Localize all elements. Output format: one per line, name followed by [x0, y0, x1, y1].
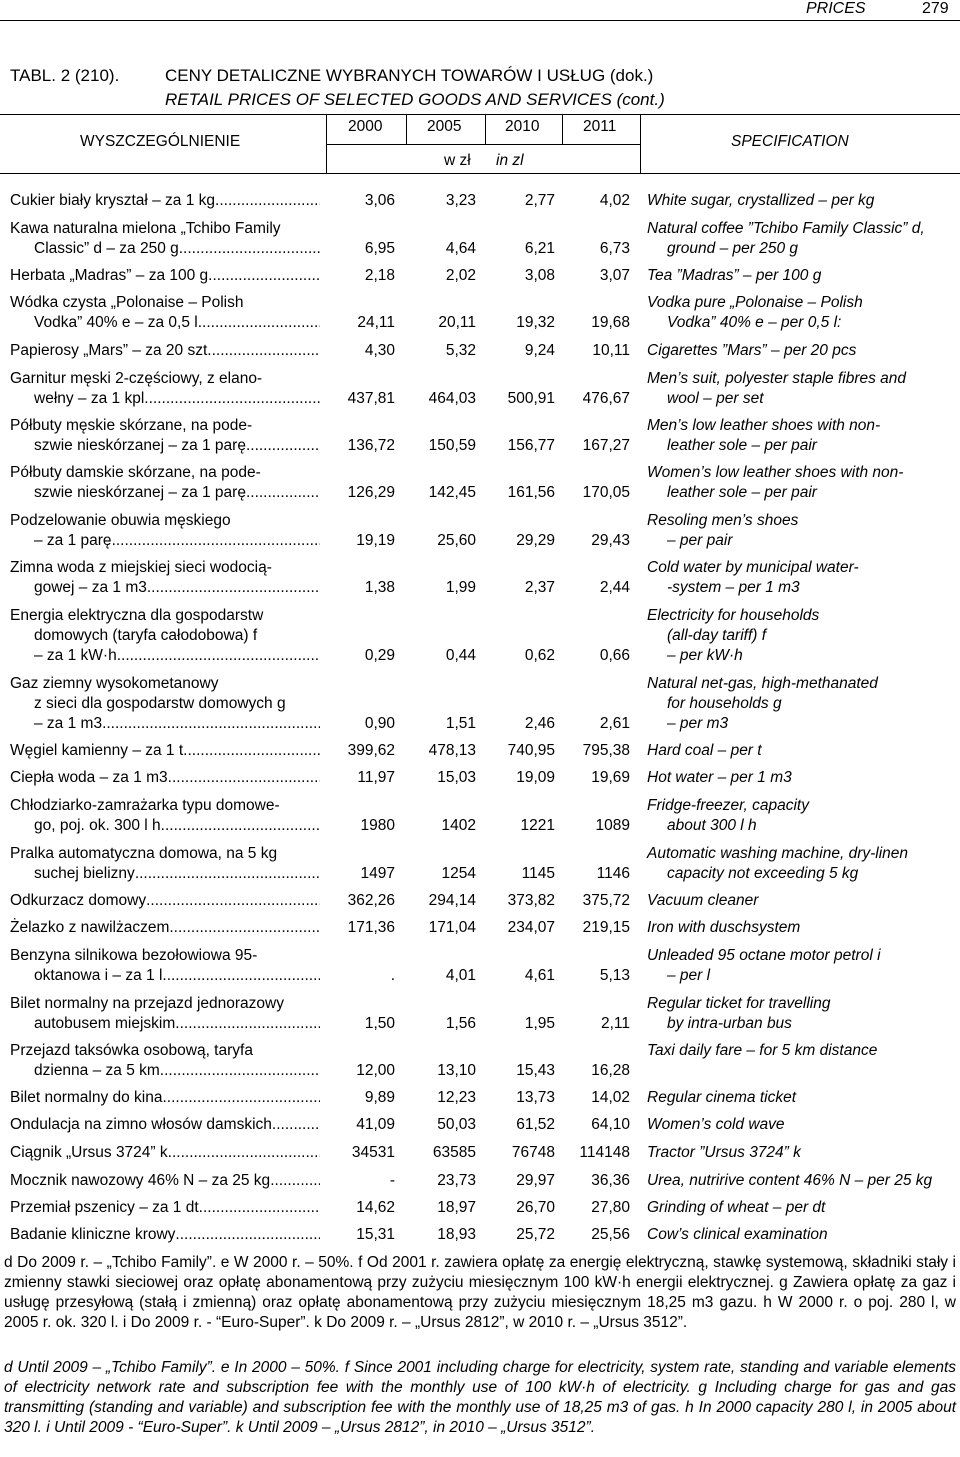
table-title-pl: CENY DETALICZNE WYBRANYCH TOWARÓW I USŁUG (dok.)	[165, 66, 654, 85]
table-title-en: RETAIL PRICES OF SELECTED GOODS AND SERVICES (cont.)	[165, 90, 665, 109]
value-cell-2005: 2,02	[445, 267, 476, 284]
value-cell-2010: 29,29	[516, 532, 555, 549]
value-cell-2011: 64,10	[591, 1116, 630, 1133]
value-cell-2010: 161,56	[507, 484, 555, 501]
row-label-pl-line: Gaz ziemny wysokometanowy	[10, 675, 219, 692]
value-cell-2005: 3,23	[445, 192, 476, 209]
value-cell-2011: 4,02	[599, 192, 630, 209]
row-label-en	[647, 674, 957, 734]
row-label-pl	[10, 293, 320, 333]
leader-dots	[169, 918, 320, 938]
value-cell-2011: 36,36	[591, 1172, 630, 1189]
row-label-pl	[10, 674, 320, 734]
row-label-en	[647, 741, 957, 761]
value-cell-2000: 1,38	[364, 579, 395, 596]
leader-dots	[161, 816, 320, 836]
row-label-en-line: Tea ”Madras” – per 100 g	[647, 267, 822, 284]
row-label-pl-line: – za 1 m3	[34, 715, 103, 732]
value-cell-2000: 41,09	[356, 1116, 395, 1133]
row-label-en-line: Regular ticket for travelling	[647, 995, 831, 1012]
row-label-en	[647, 293, 957, 333]
row-label-en	[647, 369, 957, 409]
row-label-en-line: – per m3	[667, 715, 729, 732]
value-cell-2010: 9,24	[524, 342, 555, 359]
value-cell-2011: 16,28	[591, 1062, 630, 1079]
value-cell-2011: 2,44	[599, 579, 630, 596]
row-label-en-line: Electricity for households	[647, 607, 820, 624]
value-cell-2010: 19,09	[516, 769, 555, 786]
leader-dots	[175, 1225, 320, 1245]
row-label-pl-line: szwie nieskórzanej – za 1 parę	[34, 484, 246, 501]
page-number: 279	[922, 0, 949, 17]
row-label-en-line: by intra-urban bus	[667, 1015, 792, 1032]
value-cell-2010: 4,61	[524, 967, 555, 984]
value-cell-2010: 15,43	[516, 1062, 555, 1079]
value-cell-2011: 170,05	[582, 484, 630, 501]
row-label-en	[647, 891, 957, 911]
row-label-en	[647, 511, 957, 551]
value-cell-2010: 76748	[511, 1144, 555, 1161]
value-cell-2011: 29,43	[591, 532, 630, 549]
leader-dots	[198, 313, 320, 333]
row-label-pl-line: Badanie kliniczne krowy	[10, 1226, 176, 1243]
value-cell-2010: 1,95	[524, 1015, 555, 1032]
leader-dots	[162, 966, 320, 986]
row-label-en-line: wool – per set	[667, 390, 764, 407]
value-cell-2011: 3,07	[599, 267, 630, 284]
row-label-en-line: ground – per 250 g	[667, 240, 798, 257]
row-label-en-line: Men’s suit, polyester staple fibres and	[647, 370, 907, 387]
value-cell-2010: 3,08	[524, 267, 555, 284]
value-cell-2011: 10,11	[592, 342, 630, 359]
row-label-pl-line: Ciągnik „Ursus 3724” k	[10, 1144, 168, 1161]
row-label-en-line: – per pair	[667, 532, 733, 549]
row-label-en-line: about 300 l h	[667, 817, 757, 834]
value-cell-2005: 18,93	[437, 1226, 476, 1243]
row-label-en	[647, 1115, 957, 1135]
row-label-pl-line: Herbata „Madras” – za 100 g	[10, 267, 209, 284]
row-label-en-line: Tractor ”Ursus 3724” k	[647, 1144, 801, 1161]
value-cell-2005: 4,01	[445, 967, 476, 984]
unit-label-en: in zl	[496, 152, 524, 169]
value-cell-2005: 25,60	[437, 532, 476, 549]
leader-dots	[144, 389, 320, 409]
row-label-pl	[10, 369, 320, 409]
row-label-en-line: White sugar, crystallized – per kg	[647, 192, 875, 209]
leader-dots	[146, 891, 320, 911]
row-label-en-line: Hard coal – per t	[647, 742, 762, 759]
value-cell-2010: 234,07	[507, 919, 555, 936]
row-label-en-line: Men’s low leather shoes with non-	[647, 417, 881, 434]
value-cell-2000: 1980	[360, 817, 395, 834]
value-cell-2000: 1497	[360, 865, 395, 882]
row-label-pl-line: Vodka” 40% e – za 0,5 l	[34, 314, 198, 331]
value-cell-2011: 1146	[596, 865, 630, 882]
row-label-pl-line: Papierosy „Mars” – za 20 szt.	[10, 342, 212, 359]
row-label-en-line: Natural net-gas, high-methanated	[647, 675, 878, 692]
leader-dots	[160, 1061, 320, 1081]
leader-dots	[212, 341, 320, 361]
row-label-pl-line: dzienna – za 5 km	[34, 1062, 160, 1079]
value-cell-2010: 1145	[521, 865, 555, 882]
value-cell-2010: 2,77	[524, 192, 555, 209]
row-label-pl-line: Odkurzacz domowy	[10, 892, 147, 909]
column-header-year: 2011	[583, 118, 617, 135]
value-cell-2011: 476,67	[582, 390, 630, 407]
value-cell-2005: 18,97	[437, 1199, 476, 1216]
value-cell-2011: 0,66	[599, 647, 630, 664]
row-label-pl	[10, 796, 320, 836]
value-cell-2000: 437,81	[347, 390, 395, 407]
row-label-en-line: leather sole – per pair	[667, 437, 817, 454]
value-cell-2000: 12,00	[356, 1062, 395, 1079]
row-label-en	[647, 1198, 957, 1218]
value-cell-2005: 1402	[441, 817, 476, 834]
value-cell-2005: 63585	[432, 1144, 476, 1161]
row-label-en	[647, 558, 957, 598]
column-header-specification-pl: WYSZCZEGÓLNIENIE	[80, 133, 241, 150]
value-cell-2000: 34531	[351, 1144, 395, 1161]
row-label-pl	[10, 946, 320, 986]
row-label-pl-line: Classic” d – za 250 g	[34, 240, 179, 257]
row-label-pl-line: Cukier biały kryształ – za 1 kg	[10, 192, 216, 209]
leader-dots	[117, 646, 320, 666]
row-label-pl-line: Bilet normalny do kina	[10, 1089, 163, 1106]
header-bottom-rule	[0, 173, 960, 174]
value-cell-2011: 25,56	[591, 1226, 630, 1243]
row-label-pl-line: Ondulacja na zimno włosów damskich	[10, 1116, 272, 1133]
row-label-en-line: Fridge-freezer, capacity	[647, 797, 809, 814]
leader-dots	[215, 191, 320, 211]
row-label-pl-line: oktanowa i – za 1 l	[34, 967, 163, 984]
value-cell-2011: 19,69	[591, 769, 630, 786]
value-cell-2005: 294,14	[428, 892, 476, 909]
value-cell-2000: 1,50	[364, 1015, 395, 1032]
row-label-pl-line: go, poj. ok. 300 l h	[34, 817, 161, 834]
value-cell-2011: 5,13	[599, 967, 630, 984]
row-label-en	[647, 416, 957, 456]
value-cell-2005: 171,04	[428, 919, 476, 936]
row-label-en	[647, 1041, 957, 1061]
value-cell-2010: 19,32	[516, 314, 555, 331]
row-label-en-line: Natural coffee ”Tchibo Family Classic” d,	[647, 220, 925, 237]
row-label-pl-line: domowych (taryfa całodobowa) f	[34, 627, 258, 644]
col-divider	[640, 114, 641, 173]
leader-dots	[168, 1143, 320, 1163]
value-cell-2010: 156,77	[507, 437, 555, 454]
row-label-pl-line: Benzyna silnikowa bezołowiowa 95-	[10, 947, 258, 964]
row-label-en-line: Grinding of wheat – per dt	[647, 1199, 826, 1216]
row-label-en-line: – per kW·h	[667, 647, 743, 664]
value-cell-2000: 362,26	[347, 892, 395, 909]
leader-dots	[270, 1171, 320, 1191]
value-cell-2010: 13,73	[516, 1089, 555, 1106]
row-label-pl	[10, 891, 320, 911]
value-cell-2005: 20,11	[438, 314, 476, 331]
row-label-pl	[10, 768, 320, 788]
row-label-pl	[10, 219, 320, 259]
column-header-specification-en: SPECIFICATION	[731, 133, 849, 150]
row-label-pl-line: Żelazko z nawilżaczem	[10, 919, 170, 936]
row-label-pl	[10, 1115, 320, 1135]
row-label-en-line: Cold water by municipal water-	[647, 559, 859, 576]
row-label-pl-line: Garnitur męski 2-częściowy, z elano-	[10, 370, 263, 387]
leader-dots	[246, 483, 320, 503]
col-divider	[562, 114, 563, 144]
value-cell-2010: 0,62	[524, 647, 555, 664]
row-label-pl-line: suchej bielizny	[34, 865, 135, 882]
row-label-en	[647, 1225, 957, 1245]
value-cell-2011: 2,61	[599, 715, 630, 732]
row-label-pl-line: Kawa naturalna mielona „Tchibo Family	[10, 220, 281, 237]
value-cell-2000: 6,95	[364, 240, 395, 257]
row-label-en	[647, 219, 957, 259]
leader-dots	[199, 1198, 320, 1218]
row-label-en	[647, 918, 957, 938]
value-cell-2010: 61,52	[516, 1116, 555, 1133]
row-label-en-line: Taxi daily fare – for 5 km distance	[647, 1042, 878, 1059]
row-label-en-line: Resoling men’s shoes	[647, 512, 799, 529]
row-label-en-line: -system – per 1 m3	[667, 579, 800, 596]
row-label-en-line: Vodka” 40% e – per 0,5 l:	[667, 314, 842, 331]
row-label-en-line: Hot water – per 1 m3	[647, 769, 792, 786]
row-label-pl	[10, 1225, 320, 1245]
leader-dots	[183, 741, 320, 761]
row-label-pl	[10, 1041, 320, 1081]
value-cell-2010: 29,97	[516, 1172, 555, 1189]
table-number: TABL. 2 (210).	[10, 66, 120, 85]
value-cell-2005: 4,64	[445, 240, 476, 257]
value-cell-2010: 6,21	[524, 240, 555, 257]
value-cell-2000: 126,29	[347, 484, 395, 501]
value-cell-2005: 478,13	[428, 742, 476, 759]
row-label-en	[647, 796, 957, 836]
value-cell-2005: 142,45	[428, 484, 476, 501]
value-cell-2000: 11,97	[357, 769, 395, 786]
value-cell-2000: .	[390, 967, 395, 984]
row-label-pl	[10, 416, 320, 456]
leader-dots	[168, 768, 320, 788]
value-cell-2011: 167,27	[582, 437, 630, 454]
row-label-en-line: Women’s cold wave	[647, 1116, 785, 1133]
row-label-pl	[10, 1088, 320, 1108]
value-cell-2011: 219,15	[582, 919, 630, 936]
row-label-pl-line: Podzelowanie obuwia męskiego	[10, 512, 231, 529]
row-label-en	[647, 606, 957, 666]
row-label-en-line: Automatic washing machine, dry-linen	[647, 845, 909, 862]
value-cell-2010: 2,46	[524, 715, 555, 732]
value-cell-2000: 24,11	[357, 314, 395, 331]
row-label-pl-line: Energia elektryczna dla gospodarstw	[10, 607, 264, 624]
value-cell-2000: 9,89	[364, 1089, 395, 1106]
row-label-pl	[10, 1198, 320, 1218]
row-label-pl-line: – za 1 kW·h	[34, 647, 117, 664]
value-cell-2010: 1221	[520, 817, 555, 834]
leader-dots	[208, 266, 320, 286]
value-cell-2000: 3,06	[364, 192, 395, 209]
row-label-pl-line: Przejazd taksówka osobową, taryfa	[10, 1042, 253, 1059]
value-cell-2005: 464,03	[428, 390, 476, 407]
row-label-en-line: Iron with duschsystem	[647, 919, 801, 936]
column-header-year: 2010	[505, 118, 540, 135]
row-label-pl-line: Ciepła woda – za 1 m3	[10, 769, 168, 786]
value-cell-2010: 740,95	[507, 742, 555, 759]
value-cell-2011: 114148	[579, 1144, 630, 1161]
row-label-en-line: (all-day tariff) f	[667, 627, 767, 644]
row-label-en-line: Women’s low leather shoes with non-	[647, 464, 904, 481]
value-cell-2011: 1089	[595, 817, 630, 834]
row-label-en-line: capacity not exceeding 5 kg	[667, 865, 859, 882]
value-cell-2000: 136,72	[347, 437, 395, 454]
value-cell-2000: 399,62	[347, 742, 395, 759]
row-label-en-line: Unleaded 95 octane motor petrol i	[647, 947, 881, 964]
row-label-en-line: leather sole – per pair	[667, 484, 817, 501]
row-label-pl	[10, 918, 320, 938]
row-label-pl-line: szwie nieskórzanej – za 1 parę	[34, 437, 246, 454]
row-label-pl-line: Węgiel kamienny – za 1 t	[10, 742, 184, 759]
row-label-en-line: for households g	[667, 695, 782, 712]
row-label-pl-line: Bilet normalny na przejazd jednorazowy	[10, 995, 284, 1012]
row-label-pl-line: Pralka automatyczna domowa, na 5 kg	[10, 845, 278, 862]
row-label-en	[647, 266, 957, 286]
value-cell-2005: 5,32	[445, 342, 476, 359]
header-top-rule	[0, 114, 960, 115]
row-label-pl	[10, 606, 320, 666]
value-cell-2005: 13,10	[437, 1062, 476, 1079]
value-cell-2000: 0,90	[364, 715, 395, 732]
row-label-en	[647, 946, 957, 986]
row-label-en-line: Cow’s clinical examination	[647, 1226, 828, 1243]
value-cell-2000: 0,29	[364, 647, 395, 664]
value-cell-2010: 500,91	[507, 390, 555, 407]
leader-dots	[246, 436, 320, 456]
value-cell-2010: 25,72	[516, 1226, 555, 1243]
value-cell-2010: 373,82	[507, 892, 555, 909]
row-label-pl	[10, 1171, 320, 1191]
row-label-pl	[10, 741, 320, 761]
row-label-pl-line: gowej – za 1 m3	[34, 579, 147, 596]
value-cell-2010: 26,70	[516, 1199, 555, 1216]
row-label-pl	[10, 844, 320, 884]
row-label-pl	[10, 1143, 320, 1163]
col-divider	[406, 114, 407, 144]
running-title: PRICES	[806, 0, 866, 17]
row-label-pl-line: z sieci dla gospodarstw domowych g	[34, 695, 286, 712]
unit-label-pl: w zł	[444, 152, 471, 169]
leader-dots	[163, 1088, 321, 1108]
value-cell-2000: 4,30	[364, 342, 395, 359]
value-cell-2005: 150,59	[428, 437, 476, 454]
value-cell-2005: 1,56	[445, 1015, 476, 1032]
row-label-en-line: Vodka pure „Polonaise – Polish	[647, 294, 863, 311]
row-label-pl	[10, 558, 320, 598]
value-cell-2005: 1,99	[445, 579, 476, 596]
value-cell-2005: 15,03	[437, 769, 476, 786]
row-label-en	[647, 768, 957, 788]
row-label-pl-line: Przemiał pszenicy – za 1 dt	[10, 1199, 199, 1216]
row-label-pl	[10, 266, 320, 286]
page-header	[0, 0, 960, 21]
leader-dots	[272, 1115, 320, 1135]
row-label-en-line: Cigarettes ”Mars” – per 20 pcs	[647, 342, 857, 359]
row-label-pl	[10, 511, 320, 551]
row-label-en	[647, 463, 957, 503]
value-cell-2000: 2,18	[364, 267, 395, 284]
year-unit-rule	[326, 144, 640, 145]
footnotes-en: d Until 2009 – „Tchibo Family”. e In 2000 – 50%. f Since 2001 including charge for electricity, system rate, standing and variable elements of electricity network rate and subscription fee with the monthly use of 100 kW·h of electricity. g Including charge for gas and gas transmitting (standing and variable) and subscription fee with the monthly use of 18,25 m3 of gas. h In 2000 capacity 280 l, in 2005 about 320 l. i Until 2009 - “Euro-Super”. k Until 2009 – „Ursus 2812”, in 2010 – „Ursus 3512”.	[4, 1359, 956, 1436]
value-cell-2000: 19,19	[356, 532, 395, 549]
row-label-pl-line: wełny – za 1 kpl	[34, 390, 145, 407]
value-cell-2005: 1254	[441, 865, 476, 882]
leader-dots	[179, 239, 320, 259]
row-label-en	[647, 191, 957, 211]
value-cell-2005: 23,73	[437, 1172, 476, 1189]
value-cell-2011: 6,73	[599, 240, 630, 257]
row-label-pl	[10, 341, 320, 361]
leader-dots	[175, 1014, 320, 1034]
value-cell-2011: 27,80	[591, 1199, 630, 1216]
row-label-pl-line: Wódka czysta „Polonaise – Polish	[10, 294, 244, 311]
row-label-pl	[10, 191, 320, 211]
footnotes-pl: d Do 2009 r. – „Tchibo Family”. e W 2000 r. – 50%. f Od 2001 r. zawiera opłatę za energię elektryczną, stawkę systemową, składniki stały i zmienny stawki sieciowej oraz opłatę abonamentową przy zużyciu miesięcznym 100 kW·h energii elektrycznej. g Zawiera opłatę za gaz i usługę przesyłową (stałą i zmienną) oraz opłatę abonamentową przy zużyciu miesięcznym 18,25 m3 gazu. h W 2000 r. o poj. 280 l, w 2005 r. ok. 320 l. i Do 2009 r. - “Euro-Super”. k Do 2009 r. – „Ursus 2812”, w 2010 r. – „Ursus 3512”.	[4, 1254, 956, 1331]
leader-dots	[102, 714, 320, 734]
row-label-pl-line: Chłodziarko-zamrażarka typu domowe-	[10, 797, 280, 814]
value-cell-2005: 50,03	[437, 1116, 476, 1133]
value-cell-2011: 14,02	[591, 1089, 630, 1106]
column-header-year: 2000	[348, 118, 383, 135]
row-label-en-line: Urea, nutririve content 46% N – per 25 kg	[647, 1172, 933, 1189]
value-cell-2000: 171,36	[347, 919, 395, 936]
value-cell-2011: 375,72	[582, 892, 630, 909]
row-label-en	[647, 1143, 957, 1163]
value-cell-2010: 2,37	[524, 579, 555, 596]
value-cell-2005: 12,23	[437, 1089, 476, 1106]
row-label-pl-line: Półbuty męskie skórzane, na pode-	[10, 417, 253, 434]
value-cell-2000: -	[389, 1172, 395, 1189]
row-label-en-line: Regular cinema ticket	[647, 1089, 797, 1106]
column-header-year: 2005	[427, 118, 462, 135]
row-label-pl	[10, 994, 320, 1034]
value-cell-2011: 2,11	[600, 1015, 630, 1032]
row-label-pl-line: Półbuty damskie skórzane, na pode-	[10, 464, 261, 481]
row-label-en	[647, 341, 957, 361]
value-cell-2000: 14,62	[356, 1199, 395, 1216]
value-cell-2011: 795,38	[582, 742, 630, 759]
row-label-pl	[10, 463, 320, 503]
leader-dots	[147, 578, 320, 598]
row-label-pl-line: Mocznik nawozowy 46% N – za 25 kg	[10, 1172, 271, 1189]
leader-dots	[135, 864, 320, 884]
value-cell-2011: 19,68	[591, 314, 630, 331]
leader-dots	[112, 531, 320, 551]
row-label-pl-line: Zimna woda z miejskiej sieci wodocią-	[10, 559, 272, 576]
row-label-pl-line: autobusem miejskim	[34, 1015, 176, 1032]
col-divider	[485, 114, 486, 144]
value-cell-2005: 1,51	[445, 715, 476, 732]
row-label-en	[647, 994, 957, 1034]
row-label-en	[647, 1088, 957, 1108]
row-label-en	[647, 844, 957, 884]
row-label-en-line: Vacuum cleaner	[647, 892, 759, 909]
value-cell-2005: 0,44	[445, 647, 476, 664]
row-label-en-line: – per l	[667, 967, 711, 984]
value-cell-2000: 15,31	[356, 1226, 395, 1243]
row-label-en	[647, 1171, 957, 1191]
row-label-pl-line: – za 1 parę	[34, 532, 112, 549]
